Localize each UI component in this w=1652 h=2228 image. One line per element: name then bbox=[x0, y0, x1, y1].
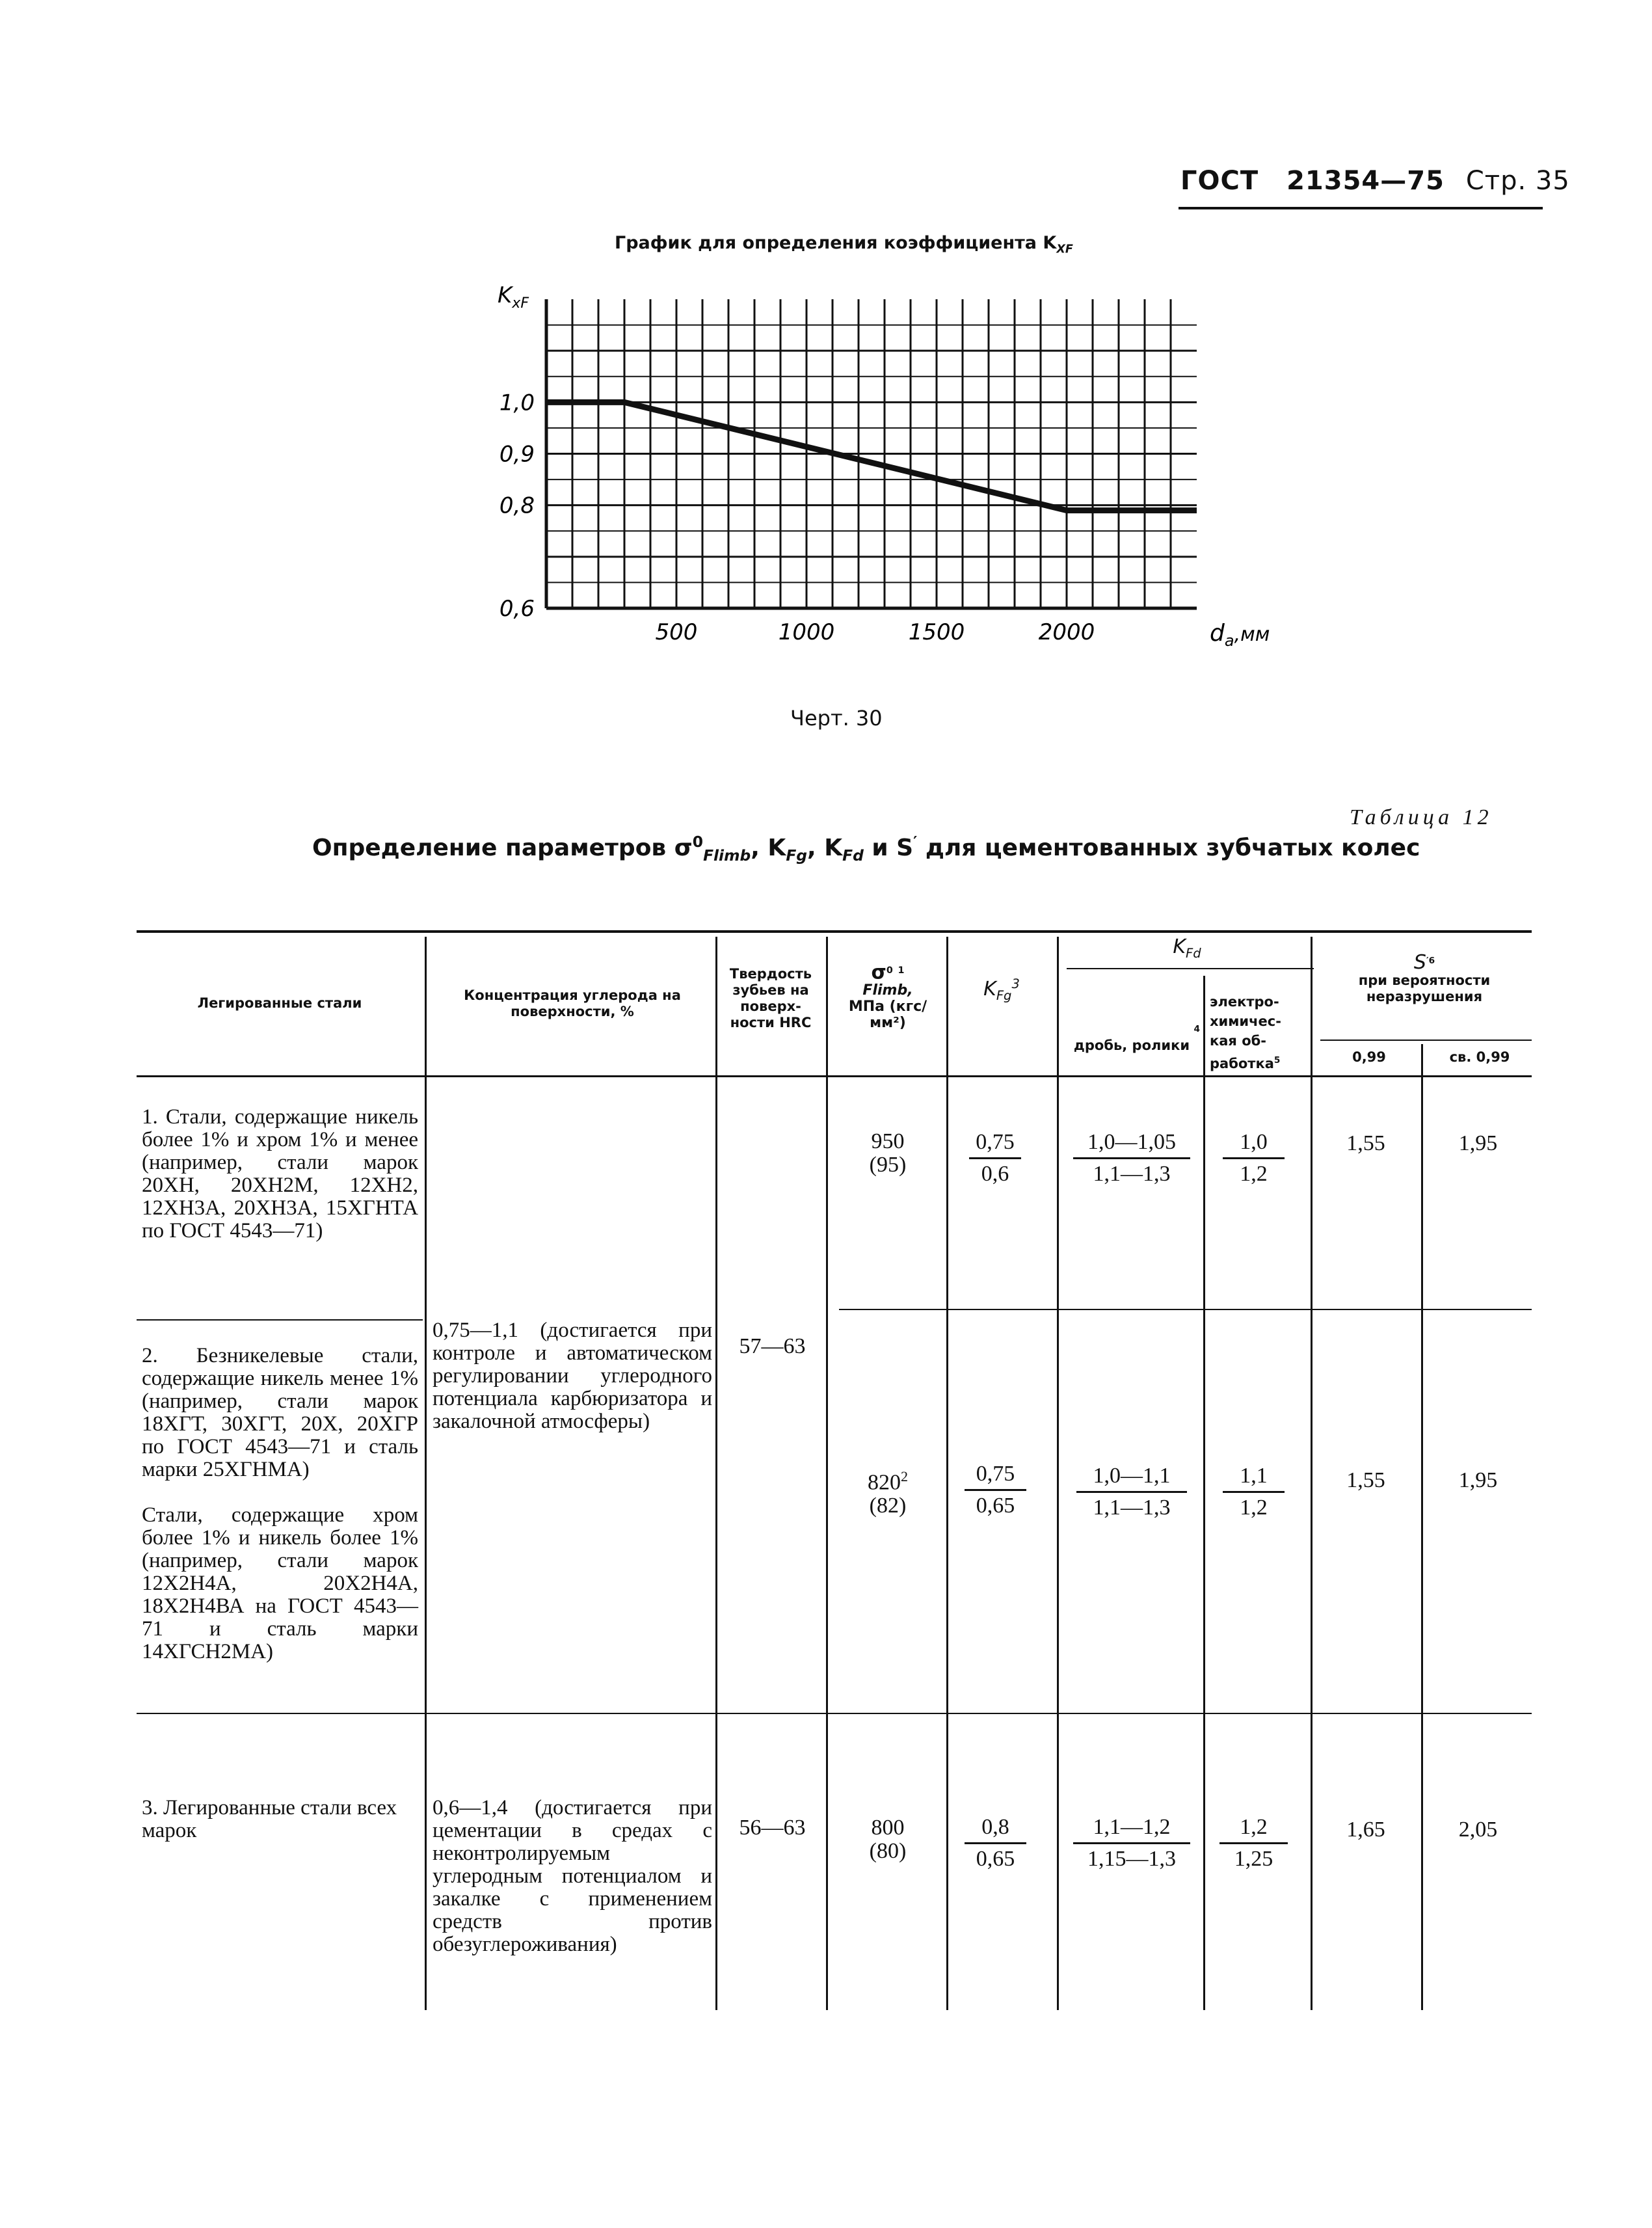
row1-s-over: 1,95 bbox=[1458, 1131, 1498, 1155]
th-hardness: Твердость зубьев на поверх- ности HRC bbox=[729, 966, 812, 1030]
row3-carbon: 0,6—1,4 (достигается при цементации в средах с неконтролируемым углеродным потенциалом и закалке с применением средств против обезуглероживания) bbox=[433, 1796, 712, 1956]
col-rule-5 bbox=[1057, 937, 1059, 2010]
x-axis-label-unit: ,мм bbox=[1234, 623, 1270, 646]
row-rule-1a bbox=[137, 1319, 423, 1321]
row-rule-1b bbox=[839, 1309, 1532, 1310]
row1-kfd-shot: $\frac{1,0—1,05}{1,1—1,3}$ bbox=[1073, 1130, 1190, 1187]
shared-carbon: 0,75—1,1 (достигается при контроле и автоматическом регулировании углеродного потенциала карбюризатора и закалочной атмосферы) bbox=[433, 1319, 712, 1433]
y-axis-label: $K_{xF}$ bbox=[498, 282, 529, 312]
x-tick-label: 500 bbox=[655, 619, 698, 645]
shared-hardness: 57—63 bbox=[739, 1334, 806, 1358]
chart-grid bbox=[546, 299, 1197, 608]
x-tick-label: 1000 bbox=[778, 619, 835, 645]
x-tick-label: 2000 bbox=[1038, 619, 1095, 645]
y-tick-label: 0,6 bbox=[499, 596, 535, 622]
row3-sigma: 800 (80) bbox=[869, 1816, 907, 1863]
col-rule-7 bbox=[1311, 937, 1312, 2010]
col-rule-1 bbox=[425, 937, 427, 2010]
chart-title: График для определения коэффициента $K_{XF}$ bbox=[615, 233, 1073, 256]
chart-caption: Черт. 30 bbox=[790, 706, 883, 731]
row2-sigma: $820^2$ (82) bbox=[867, 1468, 909, 1518]
row2-kfd-electro: $\frac{1,1}{1,2}$ bbox=[1223, 1464, 1285, 1520]
kfd-split-rule bbox=[1067, 968, 1314, 969]
row2-kfd-shot: $\frac{1,0—1,1}{1,1—1,3}$ bbox=[1076, 1464, 1187, 1520]
series-line-kxf bbox=[546, 402, 1197, 510]
row1-kfd-electro: $\frac{1,0}{1,2}$ bbox=[1223, 1130, 1285, 1187]
standard-number: 21354—75 bbox=[1286, 166, 1445, 196]
x-axis-label-subscript: a bbox=[1224, 632, 1234, 650]
row3-kfd-electro: $\frac{1,2}{1,25}$ bbox=[1219, 1815, 1288, 1872]
chart-series bbox=[546, 402, 1197, 510]
y-tick-label: 1,0 bbox=[499, 390, 535, 416]
y-tick-label: 0,8 bbox=[499, 492, 535, 519]
row2-steel-b: Стали, содержащие хром более 1% и никель более 1% (например, стали марок 12Х2Н4А, 20Х2Н4А, 18Х2Н4ВА на ГОСТ 4543—71 и сталь марки 14ХГСН2МА) bbox=[142, 1503, 418, 1663]
th-s-over: св. 0,99 bbox=[1449, 1049, 1510, 1065]
standard-label: ГОСТ bbox=[1180, 166, 1259, 196]
y-axis-label-subscript: xF bbox=[512, 295, 529, 312]
s-split-rule bbox=[1320, 1040, 1532, 1041]
row3-kfg: $\frac{0,8}{0,65}$ bbox=[965, 1815, 1026, 1872]
y-tick-label: 0,9 bbox=[499, 441, 535, 468]
th-kfd-electro: электро- химичес- кая об- работка$^5$ bbox=[1210, 994, 1281, 1071]
header-bottom-rule bbox=[137, 1075, 1532, 1077]
row1-steel: 1. Стали, содержащие никель более 1% и хром 1% и менее (например, стали марок 20ХН, 20ХН2М, 12ХН2, 12ХН3А, 20ХН3А, 15ХГНТА по ГОСТ 4543—71) bbox=[142, 1105, 418, 1242]
th-sigma: $\sigma^0$ $^1$ Flimb, МПа (кгс/мм²) bbox=[848, 961, 927, 1032]
row3-steel: 3. Легированные стали всех марок bbox=[142, 1796, 397, 1842]
th-steel: Легированные стали bbox=[197, 995, 362, 1011]
col-rule-2 bbox=[715, 937, 717, 2010]
header-rule bbox=[1179, 207, 1543, 209]
row-rule-2 bbox=[137, 1713, 1532, 1714]
th-kfd: $K_{Fd}$ bbox=[1173, 935, 1201, 961]
row2-s-099: 1,55 bbox=[1346, 1468, 1385, 1492]
th-kfd-shot: 4 дробь, ролики bbox=[1073, 1024, 1200, 1053]
th-s: $S^{'6}$ при вероятности неразрушения bbox=[1358, 951, 1491, 1004]
table-title: Определение параметров $\sigma^0_{Flimb}$, $K_{Fg}$, $K_{Fd}$ и S′ для цементованных зубчатых колес bbox=[312, 833, 1420, 865]
col-rule-4 bbox=[946, 937, 948, 2010]
th-s-099: 0,99 bbox=[1352, 1049, 1386, 1065]
row3-s-099: 1,65 bbox=[1346, 1818, 1385, 1842]
row1-sigma: 950 (95) bbox=[869, 1129, 907, 1177]
row1-kfg: $\frac{0,75}{0,6}$ bbox=[969, 1130, 1021, 1187]
page-header bbox=[1180, 166, 1570, 196]
x-axis-label: $d_a^{,мм}$ bbox=[1210, 620, 1270, 650]
row3-kfd-shot: $\frac{1,1—1,2}{1,15—1,3}$ bbox=[1073, 1815, 1190, 1872]
row2-steel-a: 2. Безникелевые стали, содержащие никель менее 1% (например, стали марок 18ХГТ, 30ХГТ, 20Х, 20ХГР по ГОСТ 4543—71 и сталь марки 25ХГНМА) bbox=[142, 1344, 418, 1481]
x-tick-label: 1500 bbox=[908, 619, 965, 645]
th-kfg: $K_{Fg}^3$ bbox=[983, 976, 1020, 1003]
row2-kfg: $\frac{0,75}{0,65}$ bbox=[965, 1462, 1026, 1518]
col-rule-3 bbox=[826, 937, 828, 2010]
col-rule-6 bbox=[1203, 976, 1205, 2010]
page-number: Стр. 35 bbox=[1465, 166, 1570, 196]
table-label: Таблица 12 bbox=[1350, 805, 1493, 829]
kxf-chart bbox=[481, 280, 1270, 670]
row3-s-over: 2,05 bbox=[1458, 1818, 1498, 1842]
th-carbon: Концентрация углерода на поверхности, % bbox=[464, 987, 681, 1019]
row1-s-099: 1,55 bbox=[1346, 1131, 1385, 1155]
row3-hardness: 56—63 bbox=[739, 1816, 806, 1840]
row2-s-over: 1,95 bbox=[1458, 1468, 1498, 1492]
table-top-rule bbox=[137, 930, 1532, 933]
col-rule-8 bbox=[1421, 1044, 1423, 2010]
